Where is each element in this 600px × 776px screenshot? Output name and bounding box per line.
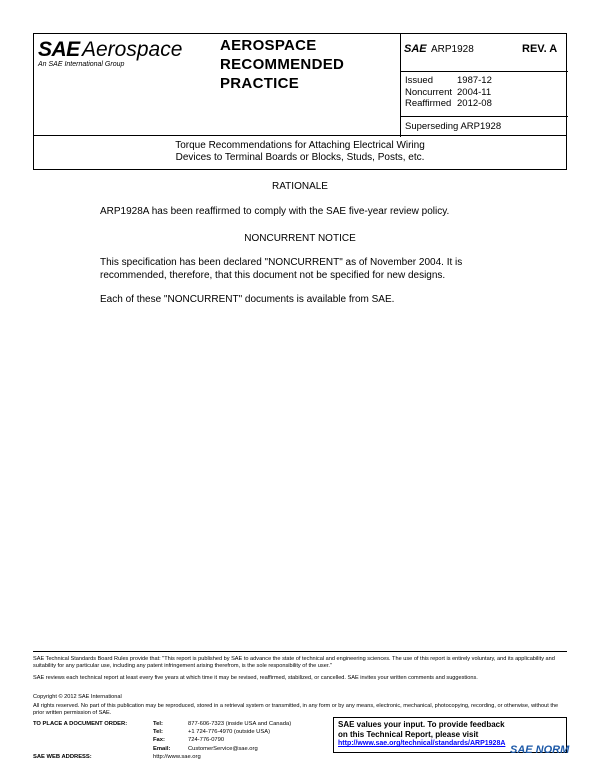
web-label: SAE WEB ADDRESS: xyxy=(33,753,92,760)
contact-value: +1 724-776-4970 (outside USA) xyxy=(188,729,271,736)
date-label: Reaffirmed xyxy=(405,98,452,109)
title-line: RECOMMENDED xyxy=(220,56,345,73)
copyright: Copyright © 2012 SAE International xyxy=(33,694,122,700)
sae-mark: SAE xyxy=(404,43,427,55)
noncurrent-availability: Each of these "NONCURRENT" documents is available from SAE. xyxy=(100,294,395,305)
sae-norm-watermark xyxy=(510,740,570,772)
sae-aerospace-logo xyxy=(34,34,217,137)
document-title-line: Devices to Terminal Boards or Blocks, Studs, Posts, etc. xyxy=(175,152,425,163)
noncurrent-paragraph: This specification has been declared "NONCURRENT" as of November 2004. It is recommended, therefore, that this document not be specified for new designs. xyxy=(100,257,463,281)
contact-value[interactable]: CustomerService@sae.org xyxy=(188,745,258,752)
noncurrent-heading: NONCURRENT NOTICE xyxy=(244,233,356,244)
contact-value: 724-776-0790 xyxy=(188,737,225,744)
date-value: 2012-08 xyxy=(457,98,492,109)
order-label: TO PLACE A DOCUMENT ORDER: xyxy=(33,721,128,727)
date-value: 2004-11 xyxy=(457,86,492,98)
feedback-line: SAE values your input. To provide feedback xyxy=(338,720,505,729)
divider xyxy=(400,116,568,117)
contact-label: Email: xyxy=(153,745,171,752)
date-value: 1987-12 xyxy=(457,75,492,86)
feedback-link[interactable]: http://www.sae.org/technical/standards/ARP1928A xyxy=(338,740,506,747)
logo-aerospace-text: Aerospace xyxy=(82,38,183,61)
web-address[interactable]: http://www.sae.org xyxy=(153,753,201,760)
footer-review-text: SAE reviews each technical report at least every five years at which time it may be revised, reaffirmed, stabilized, or cancelled. SAE invites your written comments and suggestions. xyxy=(33,675,478,681)
date-row xyxy=(405,98,492,110)
document-title-line: Torque Recommendations for Attaching Electrical Wiring xyxy=(175,140,425,151)
revision: REV. A xyxy=(522,43,558,55)
title-line: AEROSPACE xyxy=(220,37,317,54)
dates-list xyxy=(405,75,492,110)
contact-label: Fax: xyxy=(153,737,165,744)
contact-label: Tel: xyxy=(153,721,163,727)
date-label: Issued xyxy=(405,75,433,86)
rights-text: All rights reserved. No part of this publication may be reproduced, stored in a retrieval system or transmitted, in any form or by any means, electronic, mechanical, photocopying, recording, or otherwise, without the prior written permission of SAE. xyxy=(33,703,559,716)
date-label: Noncurrent xyxy=(405,86,452,98)
footer-rule xyxy=(33,651,567,652)
header-box xyxy=(33,33,567,136)
contact-label: Tel: xyxy=(153,729,163,736)
rationale-text: ARP1928A has been reaffirmed to comply with the SAE five-year review policy. xyxy=(100,206,450,217)
watermark-text: SAE NORM xyxy=(510,744,570,756)
superseding-text: Superseding ARP1928 xyxy=(405,121,502,132)
divider xyxy=(400,71,568,72)
feedback-line: on this Technical Report, please visit xyxy=(338,729,479,739)
document-type-title xyxy=(220,36,396,93)
rationale-heading: RATIONALE xyxy=(272,181,328,192)
contact-value: 877-606-7323 (inside USA and Canada) xyxy=(188,721,292,727)
document-title-box xyxy=(33,135,567,170)
order-info xyxy=(33,720,291,761)
logo-group-text: An SAE International Group xyxy=(38,61,125,68)
title-line: PRACTICE xyxy=(220,75,300,92)
footer-rules-text: SAE Technical Standards Board Rules provide that: "This report is published by SAE to advance the state of technical and engineering sciences. The use of this report is entirely voluntary, and its applicability and suitability for any particular use, including any patent infringement arising therefrom, is the sole responsibility of the user." xyxy=(33,656,555,669)
date-row xyxy=(405,75,492,87)
logo-sae-text: SAE xyxy=(38,38,80,61)
document-info-block xyxy=(400,34,568,137)
document-number: ARP1928 xyxy=(431,44,474,55)
date-row xyxy=(405,87,492,99)
